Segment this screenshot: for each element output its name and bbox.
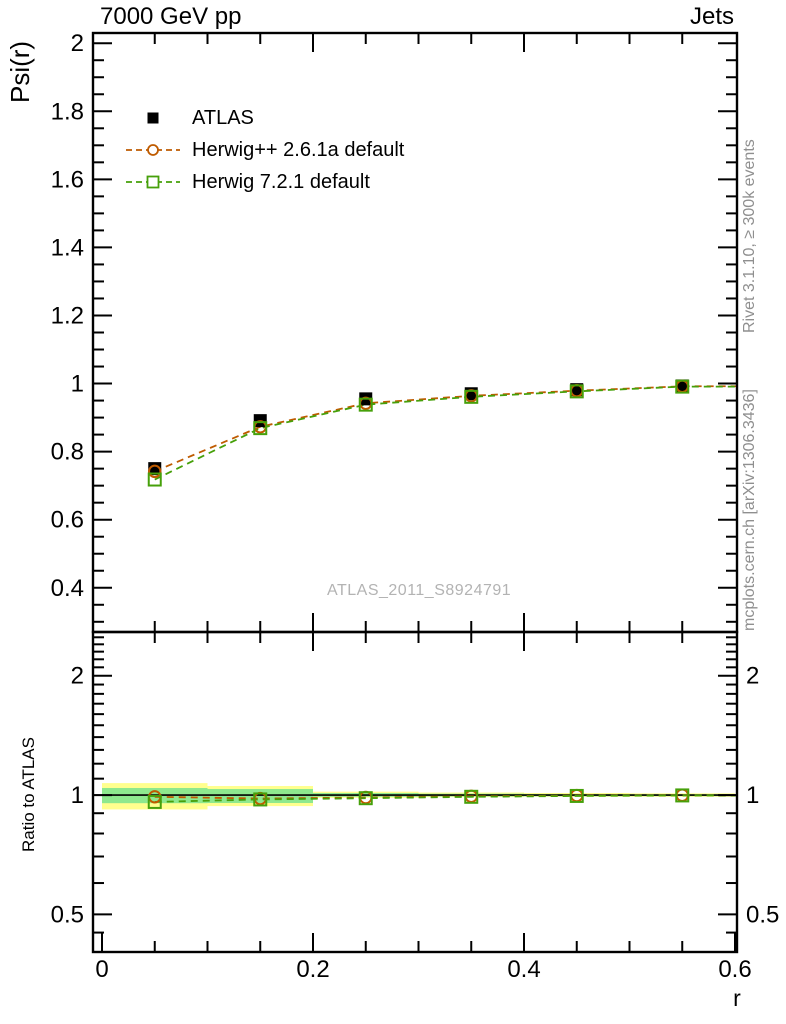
x-tick-label: 0 <box>95 956 109 983</box>
y-axis-label-main: Psi(r) <box>5 40 35 103</box>
y-axis-label-ratio: Ratio to ATLAS <box>19 737 38 852</box>
x-axis-label: r <box>733 985 741 1011</box>
y-ratio-tick-label-right: 1 <box>746 782 760 810</box>
y-main-tick-label: 1.6 <box>50 166 84 194</box>
analysis-id-watermark: ATLAS_2011_S8924791 <box>327 582 512 599</box>
uncertainty-band-inner <box>208 789 314 803</box>
y-ratio-tick-label-left: 0.5 <box>50 901 84 929</box>
y-main-tick-label: 1.8 <box>50 98 84 126</box>
y-main-tick-label: 1.2 <box>50 302 84 330</box>
legend-item-herwig-7-2-1-default <box>126 166 404 198</box>
y-ratio-tick-label-right: 2 <box>746 662 760 690</box>
open-square-icon <box>126 174 180 190</box>
open-circle-icon <box>126 142 180 158</box>
y-ratio-tick-label-right: 0.5 <box>746 901 780 929</box>
legend-item-label: ATLAS <box>192 106 254 129</box>
y-ratio-tick-label-left: 2 <box>70 662 84 690</box>
legend-item-atlas <box>126 102 404 134</box>
x-tick-label: 0.4 <box>507 956 541 983</box>
legend-item-herwig-2-6-1a-default <box>126 134 404 166</box>
legend-item-label: Herwig++ 2.6.1a default <box>192 138 405 161</box>
y-ratio-tick-label-left: 1 <box>70 782 84 810</box>
filled-square-icon <box>126 110 180 126</box>
beam-energy-title: 7000 GeV pp <box>100 3 242 30</box>
y-main-tick-label: 0.8 <box>50 438 84 466</box>
process-title: Jets <box>689 3 734 30</box>
x-tick-label: 0.6 <box>718 956 752 983</box>
y-main-tick-label: 1 <box>70 370 84 398</box>
legend <box>126 102 404 198</box>
y-main-tick-label: 0.6 <box>50 506 84 534</box>
rivet-version-note: Rivet 3.1.10, ≥ 300k events <box>741 139 758 333</box>
y-main-tick-label: 2 <box>70 30 84 58</box>
x-tick-label: 0.2 <box>296 956 330 983</box>
series-line-herwig-7-2-1-default <box>155 387 737 480</box>
mcplots-credit-note: mcplots.cern.ch [arXiv:1306.3436] <box>741 389 758 631</box>
y-main-tick-label: 0.4 <box>50 574 84 602</box>
legend-item-label: Herwig 7.2.1 default <box>192 170 370 193</box>
y-main-tick-label: 1.4 <box>50 234 84 262</box>
